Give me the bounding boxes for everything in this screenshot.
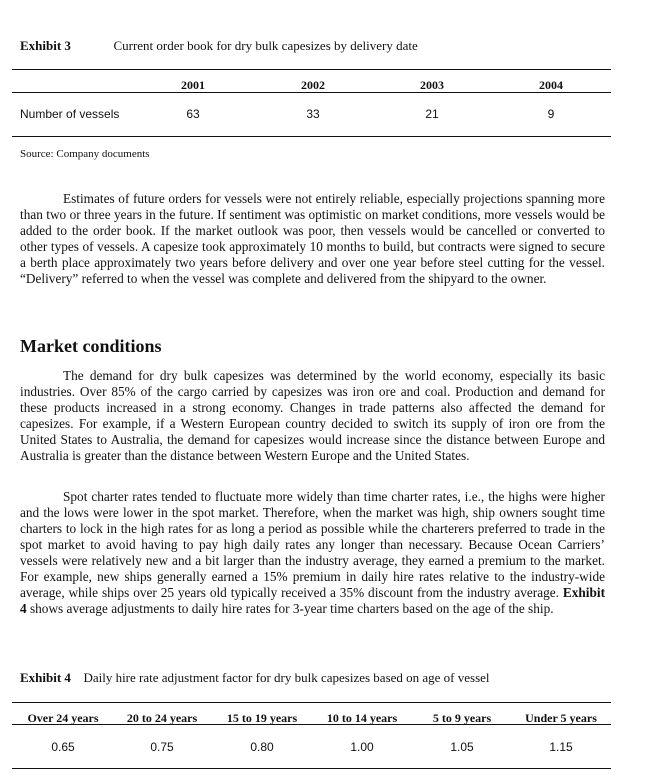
header-rule	[12, 92, 611, 93]
table-top-rule	[12, 69, 611, 70]
cell-5-9: 1.05	[450, 740, 474, 754]
exhibit3-label: Exhibit 3	[20, 38, 71, 53]
header-rule	[12, 724, 611, 725]
column-header-2003: 2003	[420, 78, 444, 92]
cell-over-24: 0.65	[51, 740, 75, 754]
cell-2001: 63	[186, 107, 200, 121]
column-header-2002: 2002	[301, 78, 325, 92]
column-header-20-24: 20 to 24 years	[126, 711, 198, 725]
paragraph-spot-rates	[20, 489, 605, 617]
exhibit4-title: Daily hire rate adjustment factor for dry bulk capesizes based on age of vessel	[83, 670, 490, 685]
exhibit3-caption	[20, 38, 418, 54]
cell-2002: 33	[306, 107, 320, 121]
cell-2003: 21	[425, 107, 439, 121]
cell-15-19: 0.80	[250, 740, 274, 754]
exhibit3-title: Current order book for dry bulk capesizes by delivery date	[113, 38, 418, 53]
paragraph-order-estimates: Estimates of future orders for vessels were not entirely reliable, especially projections spanning more than two or three years in the future. If sentiment was optimistic on market conditions, more vessels would be added to the order book. If the market outlook was poor, then vessels would be cancelled or converted to other types of vessels. A capesize took approximately 10 months to build, but contracts were signed to secure a berth place approximately two years before delivery and over one year before steel cutting for the vessel. “Delivery” referred to when the vessel was complete and delivered from the shipyard to the owner.	[20, 191, 605, 286]
column-header-2004: 2004	[539, 78, 563, 92]
cell-10-14: 1.00	[350, 740, 374, 754]
column-header-10-14: 10 to 14 years	[326, 711, 398, 725]
table-bottom-rule	[12, 136, 611, 137]
column-header-15-19: 15 to 19 years	[226, 711, 298, 725]
table-top-rule	[12, 702, 611, 703]
column-header-over-24: Over 24 years	[27, 711, 99, 725]
section-heading: Market conditions	[20, 336, 162, 356]
paragraph-spot-rates-tail: shows average adjustments to daily hire rates for 3-year time charters based on the age of the ship.	[26, 601, 554, 616]
cell-2004: 9	[547, 107, 555, 121]
row-label: Number of vessels	[20, 107, 120, 121]
paragraph-spot-rates-text: Spot charter rates tended to fluctuate more widely than time charter rates, i.e., the highs were higher and the lows were lower in the spot market. Therefore, when the market was high, ship owners sought time charters to lock in the high rates for as long a period as possible while the charterers preferred to trade in the spot market to avoid having to pay high daily rates any longer than necessary. Because Ocean Carriers’ vessels were relatively new and a bit larger than the industry average, they earned a premium to the market. For example, new ships generally earned a 15% premium in daily hire rates relative to the industry-wide average, while ships over 25 years old typically received a 35% discount from the industry average.	[20, 489, 605, 600]
exhibit3-source: Source: Company documents	[20, 148, 150, 160]
column-header-5-9: 5 to 9 years	[432, 711, 492, 725]
column-header-under-5: Under 5 years	[525, 711, 597, 725]
cell-20-24: 0.75	[150, 740, 174, 754]
paragraph-demand: The demand for dry bulk capesizes was determined by the world economy, especially its basic industries. Over 85% of the cargo carried by capesizes was iron ore and coal. Production and demand for these products increased in a strong economy. Changes in trade patterns also affected the demand for capesizes. For example, if a Western European country decided to switch its supply of iron ore from the United States to Australia, the demand for capesizes would increase since the distance between Europe and Australia is greater than the distance between Western Europe and the United States.	[20, 368, 605, 463]
exhibit4-reference: Exhibit 4	[20, 585, 605, 616]
column-header-2001: 2001	[181, 78, 205, 92]
exhibit4-caption	[20, 670, 490, 686]
cell-under-5: 1.15	[549, 740, 573, 754]
table-bottom-rule	[12, 768, 611, 769]
exhibit4-label: Exhibit 4	[20, 670, 71, 685]
